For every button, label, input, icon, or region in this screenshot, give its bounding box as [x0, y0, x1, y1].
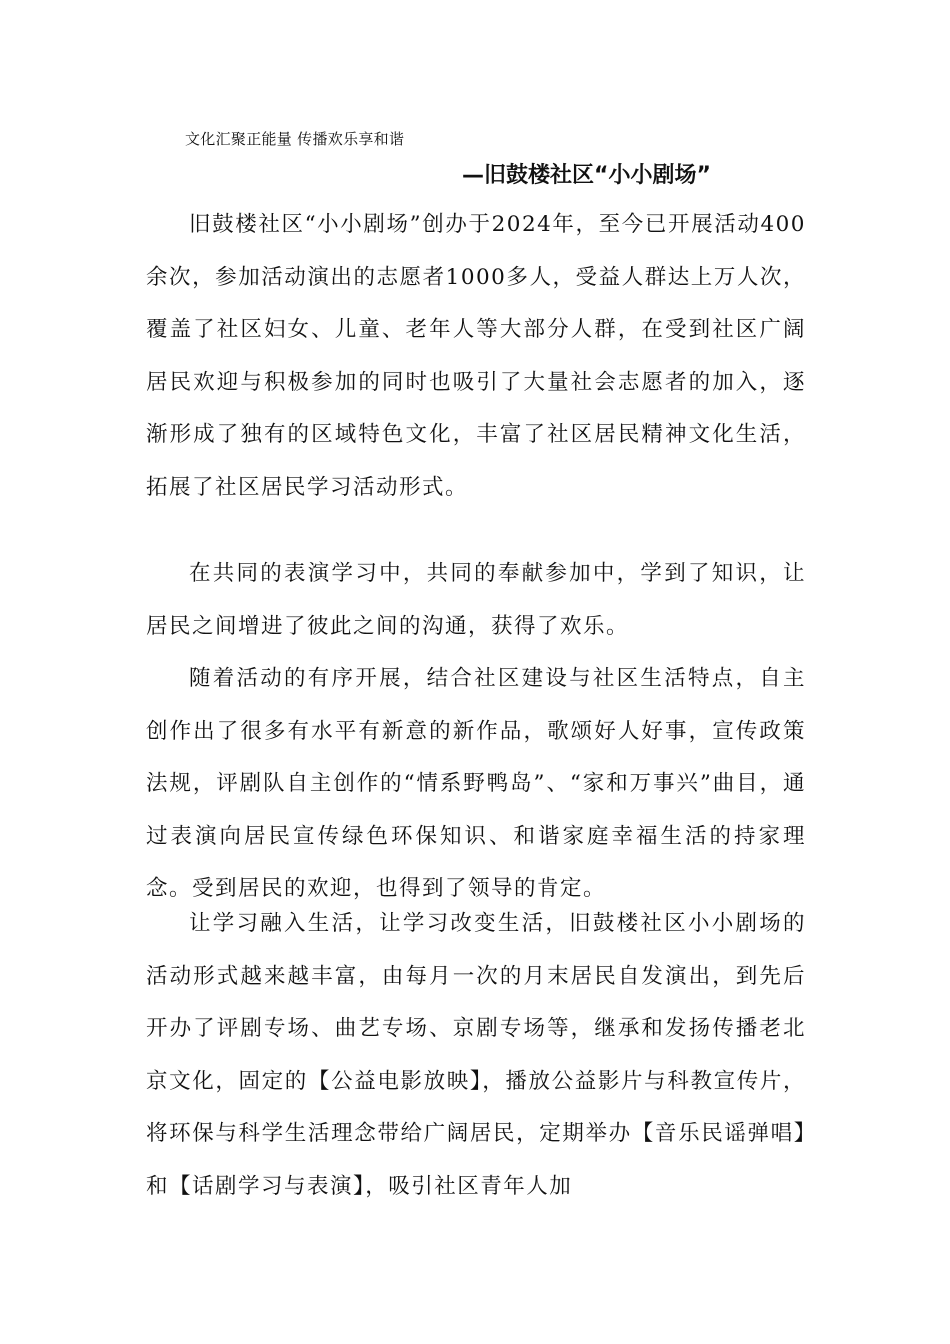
paragraph-2: 在共同的表演学习中，共同的奉献参加中，学到了知识，让居民之间增进了彼此之间的沟通，获得了欢乐。	[146, 561, 806, 639]
paragraph-3: 随着活动的有序开展，结合社区建设与社区生活特点，自主创作出了很多有水平有新意的新作品，歌颂好人好事，宣传政策法规，评剧队自主创作的“情系野鸭岛”、“家和万事兴”曲目，通过表演向居民宣传绿色环保知识、和谐家庭幸福生活的持家理念。受到居民的欢迎，也得到了领导的肯定。	[146, 666, 806, 901]
document-subtitle: —旧鼓楼社区“小小剧场”	[462, 163, 711, 188]
document-title: 文化汇聚正能量 传播欢乐享和谐	[185, 130, 405, 148]
paragraph-1: 旧鼓楼社区“小小剧场”创办于2024年，至今已开展活动400余次，参加活动演出的志愿者1000多人，受益人群达上万人次，覆盖了社区妇女、儿童、老年人等大部分人群，在受到社区广阔居民欢迎与积极参加的同时也吸引了大量社会志愿者的加入，逐渐形成了独有的区域特色文化，丰富了社区居民精神文化生活，拓展了社区居民学习活动形式。	[146, 212, 806, 500]
paragraph-4: 让学习融入生活，让学习改变生活，旧鼓楼社区小小剧场的活动形式越来越丰富，由每月一次的月末居民自发演出，到先后开办了评剧专场、曲艺专场、京剧专场等，继承和发扬传播老北京文化，固定的【公益电影放映】，播放公益影片与科教宣传片，将环保与科学生活理念带给广阔居民，定期举办【音乐民谣弹唱】和【话剧学习与表演】，吸引社区青年人加	[146, 911, 806, 1199]
